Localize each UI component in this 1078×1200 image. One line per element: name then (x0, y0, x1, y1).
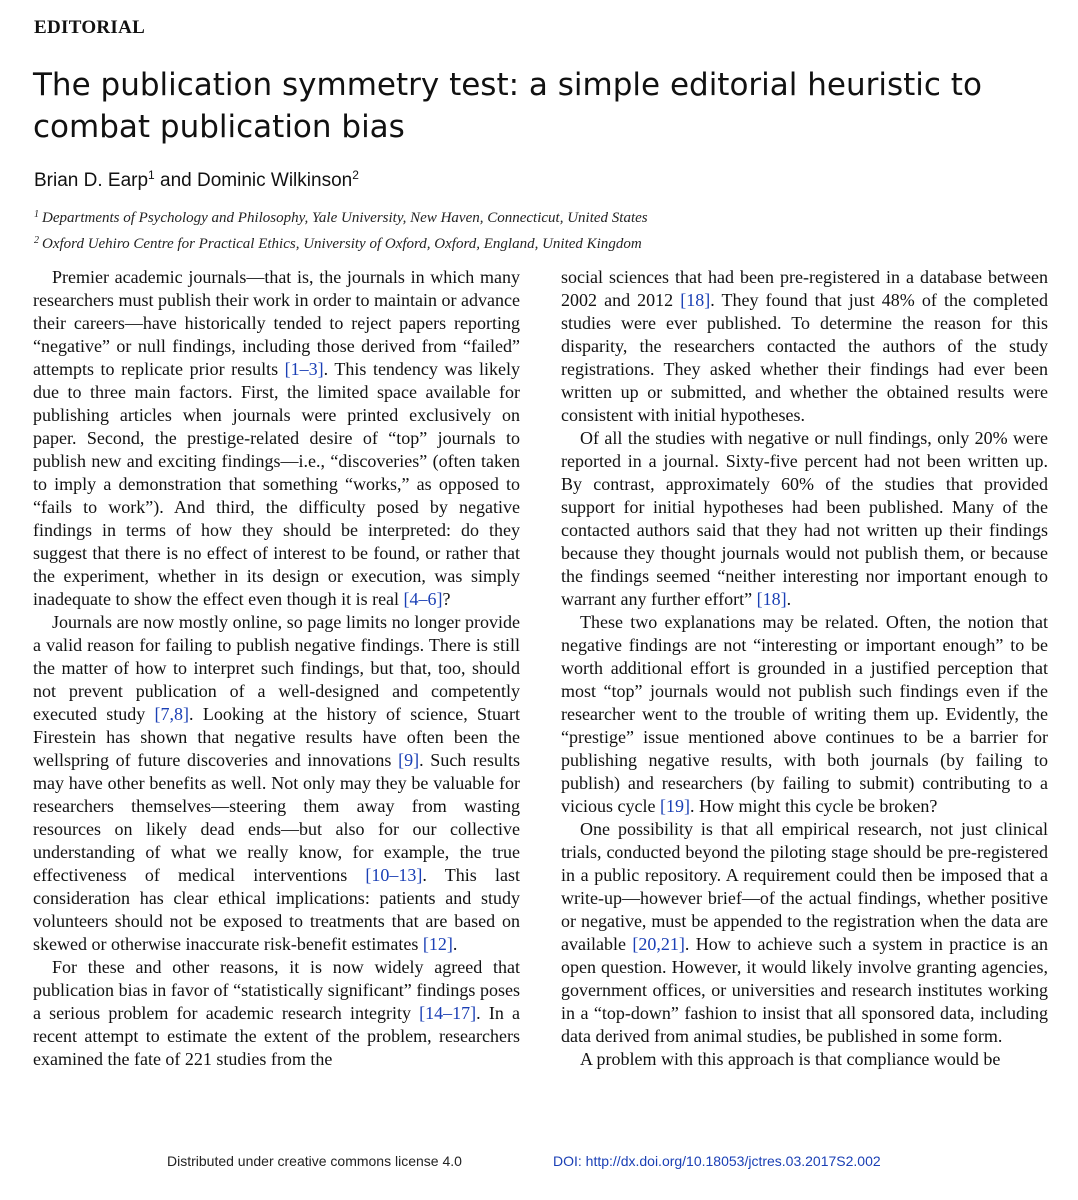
text: . How to achieve such a system in practice is an open question. However, it would likely involve granting agencies, government offices, or universities and research institutes working in a “top-down” fashion to insist that all sponsored data, including data derived from animal studies, be published in some form. (561, 934, 1048, 1046)
citation-link[interactable]: [9] (398, 750, 420, 770)
affiliation-mark: 2 (34, 235, 39, 246)
paragraph (33, 266, 520, 611)
citation-link[interactable]: [7,8] (154, 704, 190, 724)
text: These two explanations may be related. Often, the notion that negative findings are not “interesting or important enough” to be worth additional effort is grounded in a justified perception that most “top” journals would not publish such findings even if the researcher went to the trouble of writing them up. Evidently, the “prestige” issue mentioned above continues to be a barrier for publishing negative results, with both journals (by failing to publish) and researchers (by failing to submit) contributing to a vicious cycle (561, 612, 1048, 816)
author-affiliation-mark: 2 (352, 168, 359, 182)
doi-link[interactable]: DOI: http://dx.doi.org/10.18053/jctres.03.2017S2.002 (553, 1153, 881, 1169)
text: Journals are now mostly online, so page limits no longer provide a valid reason for failing to publish negative findings. There is still the matter of how to interpret such findings, but that, too, should not prevent publication of a well-designed and competently executed study (33, 612, 520, 724)
license-note: Distributed under creative commons license 4.0 (167, 1153, 462, 1169)
text: . Looking at the history of science, Stuart Firestein has shown that negative results have often been the wellspring of future discoveries and innovations (33, 704, 520, 770)
citation-link[interactable]: [18] (756, 589, 787, 609)
paragraph (33, 956, 520, 1071)
paragraph (561, 611, 1048, 818)
author-name: Brian D. Earp (34, 170, 149, 191)
paragraph (561, 1048, 1048, 1071)
affiliation-text: Oxford Uehiro Centre for Practical Ethics, University of Oxford, Oxford, England, United Kingdom (42, 236, 642, 252)
affiliation (34, 235, 642, 253)
author-name: Dominic Wilkinson (197, 170, 353, 191)
paragraph (561, 266, 1048, 427)
paragraph (561, 427, 1048, 611)
citation-link[interactable]: [4–6] (403, 589, 443, 609)
body-column-right (561, 266, 1048, 1071)
text: . Such results may have other benefits as well. Not only may they be valuable for researchers themselves—steering them away from wasting resources on likely dead ends—but also for our collective understanding of what we really know, for example, the true effectiveness of medical interventions (33, 750, 520, 885)
text: For these and other reasons, it is now widely agreed that publication bias in favor of “statistically significant” findings poses a serious problem for academic research integrity (33, 957, 520, 1023)
text: . (452, 934, 458, 954)
text: One possibility is that all empirical research, not just clinical trials, conducted beyond the piloting stage should be pre-registered in a public repository. A requirement could then be imposed that a write-up—however brief—of the actual findings, whether positive or negative, must be appended to the registration when the data are available (561, 819, 1048, 954)
text: A problem with this approach is that compliance would be (580, 1049, 1001, 1069)
text: . (786, 589, 792, 609)
affiliation-mark: 1 (34, 209, 39, 220)
text: Of all the studies with negative or null findings, only 20% were reported in a journal. Sixty-five percent had not been written up. By contrast, approximately 60% of the studies that provided support for initial hypotheses had been published. Many of the contacted authors said that they had not written up their findings because they thought journals would not publish them, or because the findings seemed “neither interesting nor important enough to warrant any further effort” (561, 428, 1048, 609)
author-line (34, 168, 359, 192)
citation-link[interactable]: [14–17] (419, 1003, 477, 1023)
citation-link[interactable]: [1–3] (284, 359, 324, 379)
citation-link[interactable]: [10–13] (365, 865, 423, 885)
author-affiliation-mark: 1 (148, 168, 155, 182)
text: . How might this cycle be broken? (689, 796, 938, 816)
citation-link[interactable]: [20,21] (632, 934, 685, 954)
paragraph (561, 818, 1048, 1048)
text: . This last consideration has clear ethical implications: patients and study volunteers should not be exposed to treatments that are based on skewed or otherwise inaccurate risk-benefit estimates (33, 865, 520, 954)
citation-link[interactable]: [12] (422, 934, 453, 954)
text: ? (442, 589, 451, 609)
text: social sciences that had been pre-registered in a database between 2002 and 2012 (561, 267, 1048, 310)
affiliation-text: Departments of Psychology and Philosophy, Yale University, New Haven, Connecticut, United States (42, 210, 648, 226)
text: . They found that just 48% of the completed studies were ever published. To determine the reason for this disparity, the researchers contacted the authors of the study registrations. They asked whether their findings had ever been written up or submitted, and whether the obtained results were consistent with initial hypotheses. (561, 290, 1048, 425)
section-label: EDITORIAL (34, 17, 146, 38)
body-column-left (33, 266, 520, 1071)
paragraph (33, 611, 520, 956)
text: . In a recent attempt to estimate the extent of the problem, researchers examined the fate of 221 studies from the (33, 1003, 521, 1069)
article-title: The publication symmetry test: a simple editorial heuristic to combat publication bias (33, 67, 982, 145)
text: Premier academic journals—that is, the journals in which many researchers must publish their work in order to maintain or advance their careers—have historically tended to reject papers reporting “negative” or null findings, including those derived from “failed” attempts to replicate prior results (33, 267, 520, 379)
author-separator: and (154, 170, 197, 191)
citation-link[interactable]: [18] (680, 290, 711, 310)
affiliation (34, 209, 648, 227)
text: . This tendency was likely due to three main factors. First, the limited space available for publishing articles when journals were printed exclusively on paper. Second, the prestige-related desire of “top” journals to publish new and exciting findings—i.e., “discoveries” (often taken to imply a demonstration that something “works,” as opposed to “fails to work”). And third, the difficulty posed by negative findings in terms of how they should be interpreted: do they suggest that there is no effect of interest to be found, or rather that the experiment, whether in its design or execution, was simply inadequate to show the effect even though it is real (33, 359, 520, 609)
citation-link[interactable]: [19] (659, 796, 690, 816)
